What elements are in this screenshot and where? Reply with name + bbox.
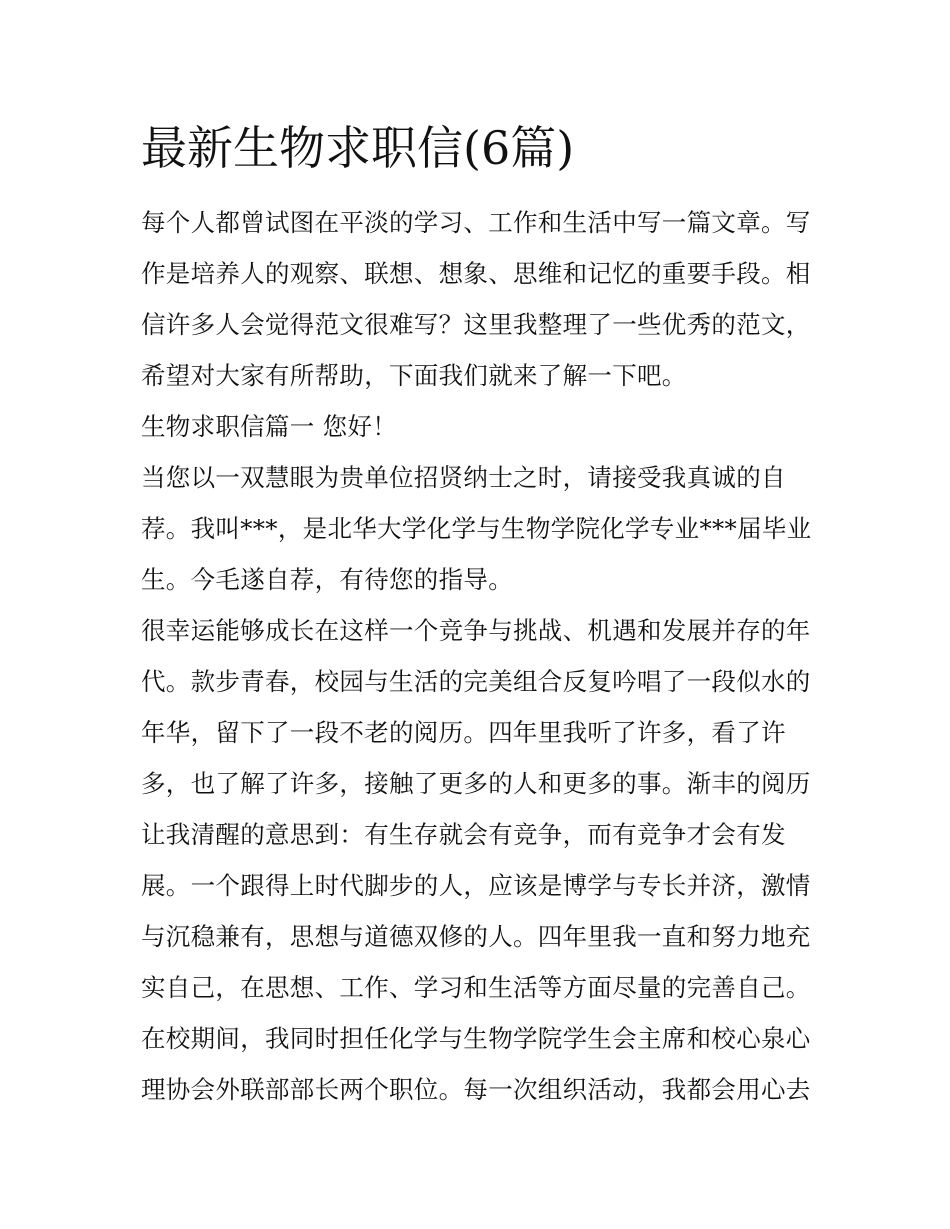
text-line: 年华，留下了一段不老的阅历。四年里我听了许多，看了许 <box>141 718 786 747</box>
text-line: 与沉稳兼有，思想与道德双修的人。四年里我一直和努力地充 <box>141 922 811 951</box>
text-line: 理协会外联部部长两个职位。每一次组织活动，我都会用心去 <box>141 1075 811 1104</box>
text-line: 在校期间，我同时担任化学与生物学院学生会主席和校心泉心 <box>141 1024 811 1053</box>
document-title: 最新生物求职信(6篇) <box>141 121 575 175</box>
document-body <box>141 197 821 1115</box>
text-line: 当您以一双慧眼为贵单位招贤纳士之时，请接受我真诚的自 <box>141 463 786 492</box>
section-heading: 生物求职信篇一 您好！ <box>141 412 398 441</box>
text-line: 信许多人会觉得范文很难写？这里我整理了一些优秀的范文， <box>141 310 811 339</box>
text-line: 作是培养人的观察、联想、想象、思维和记忆的重要手段。相 <box>141 259 811 288</box>
text-line: 生。今毛遂自荐，有待您的指导。 <box>141 565 513 594</box>
text-line: 很幸运能够成长在这样一个竞争与挑战、机遇和发展并存的年 <box>141 616 811 645</box>
text-line: 代。款步青春，校园与生活的完美组合反复吟唱了一段似水的 <box>141 667 811 696</box>
text-line: 让我清醒的意思到：有生存就会有竞争，而有竞争才会有发 <box>141 820 786 849</box>
text-line: 荐。我叫***，是北华大学化学与生物学院化学专业***届毕业 <box>141 514 812 543</box>
text-line: 每个人都曾试图在平淡的学习、工作和生活中写一篇文章。写 <box>141 208 811 237</box>
text-line: 多，也了解了许多，接触了更多的人和更多的事。渐丰的阅历 <box>141 769 811 798</box>
text-line: 展。一个跟得上时代脚步的人，应该是博学与专长并济，激情 <box>141 871 811 900</box>
text-line: 希望对大家有所帮助，下面我们就来了解一下吧。 <box>141 361 687 390</box>
text-line: 实自己，在思想、工作、学习和生活等方面尽量的完善自己。 <box>141 973 811 1002</box>
